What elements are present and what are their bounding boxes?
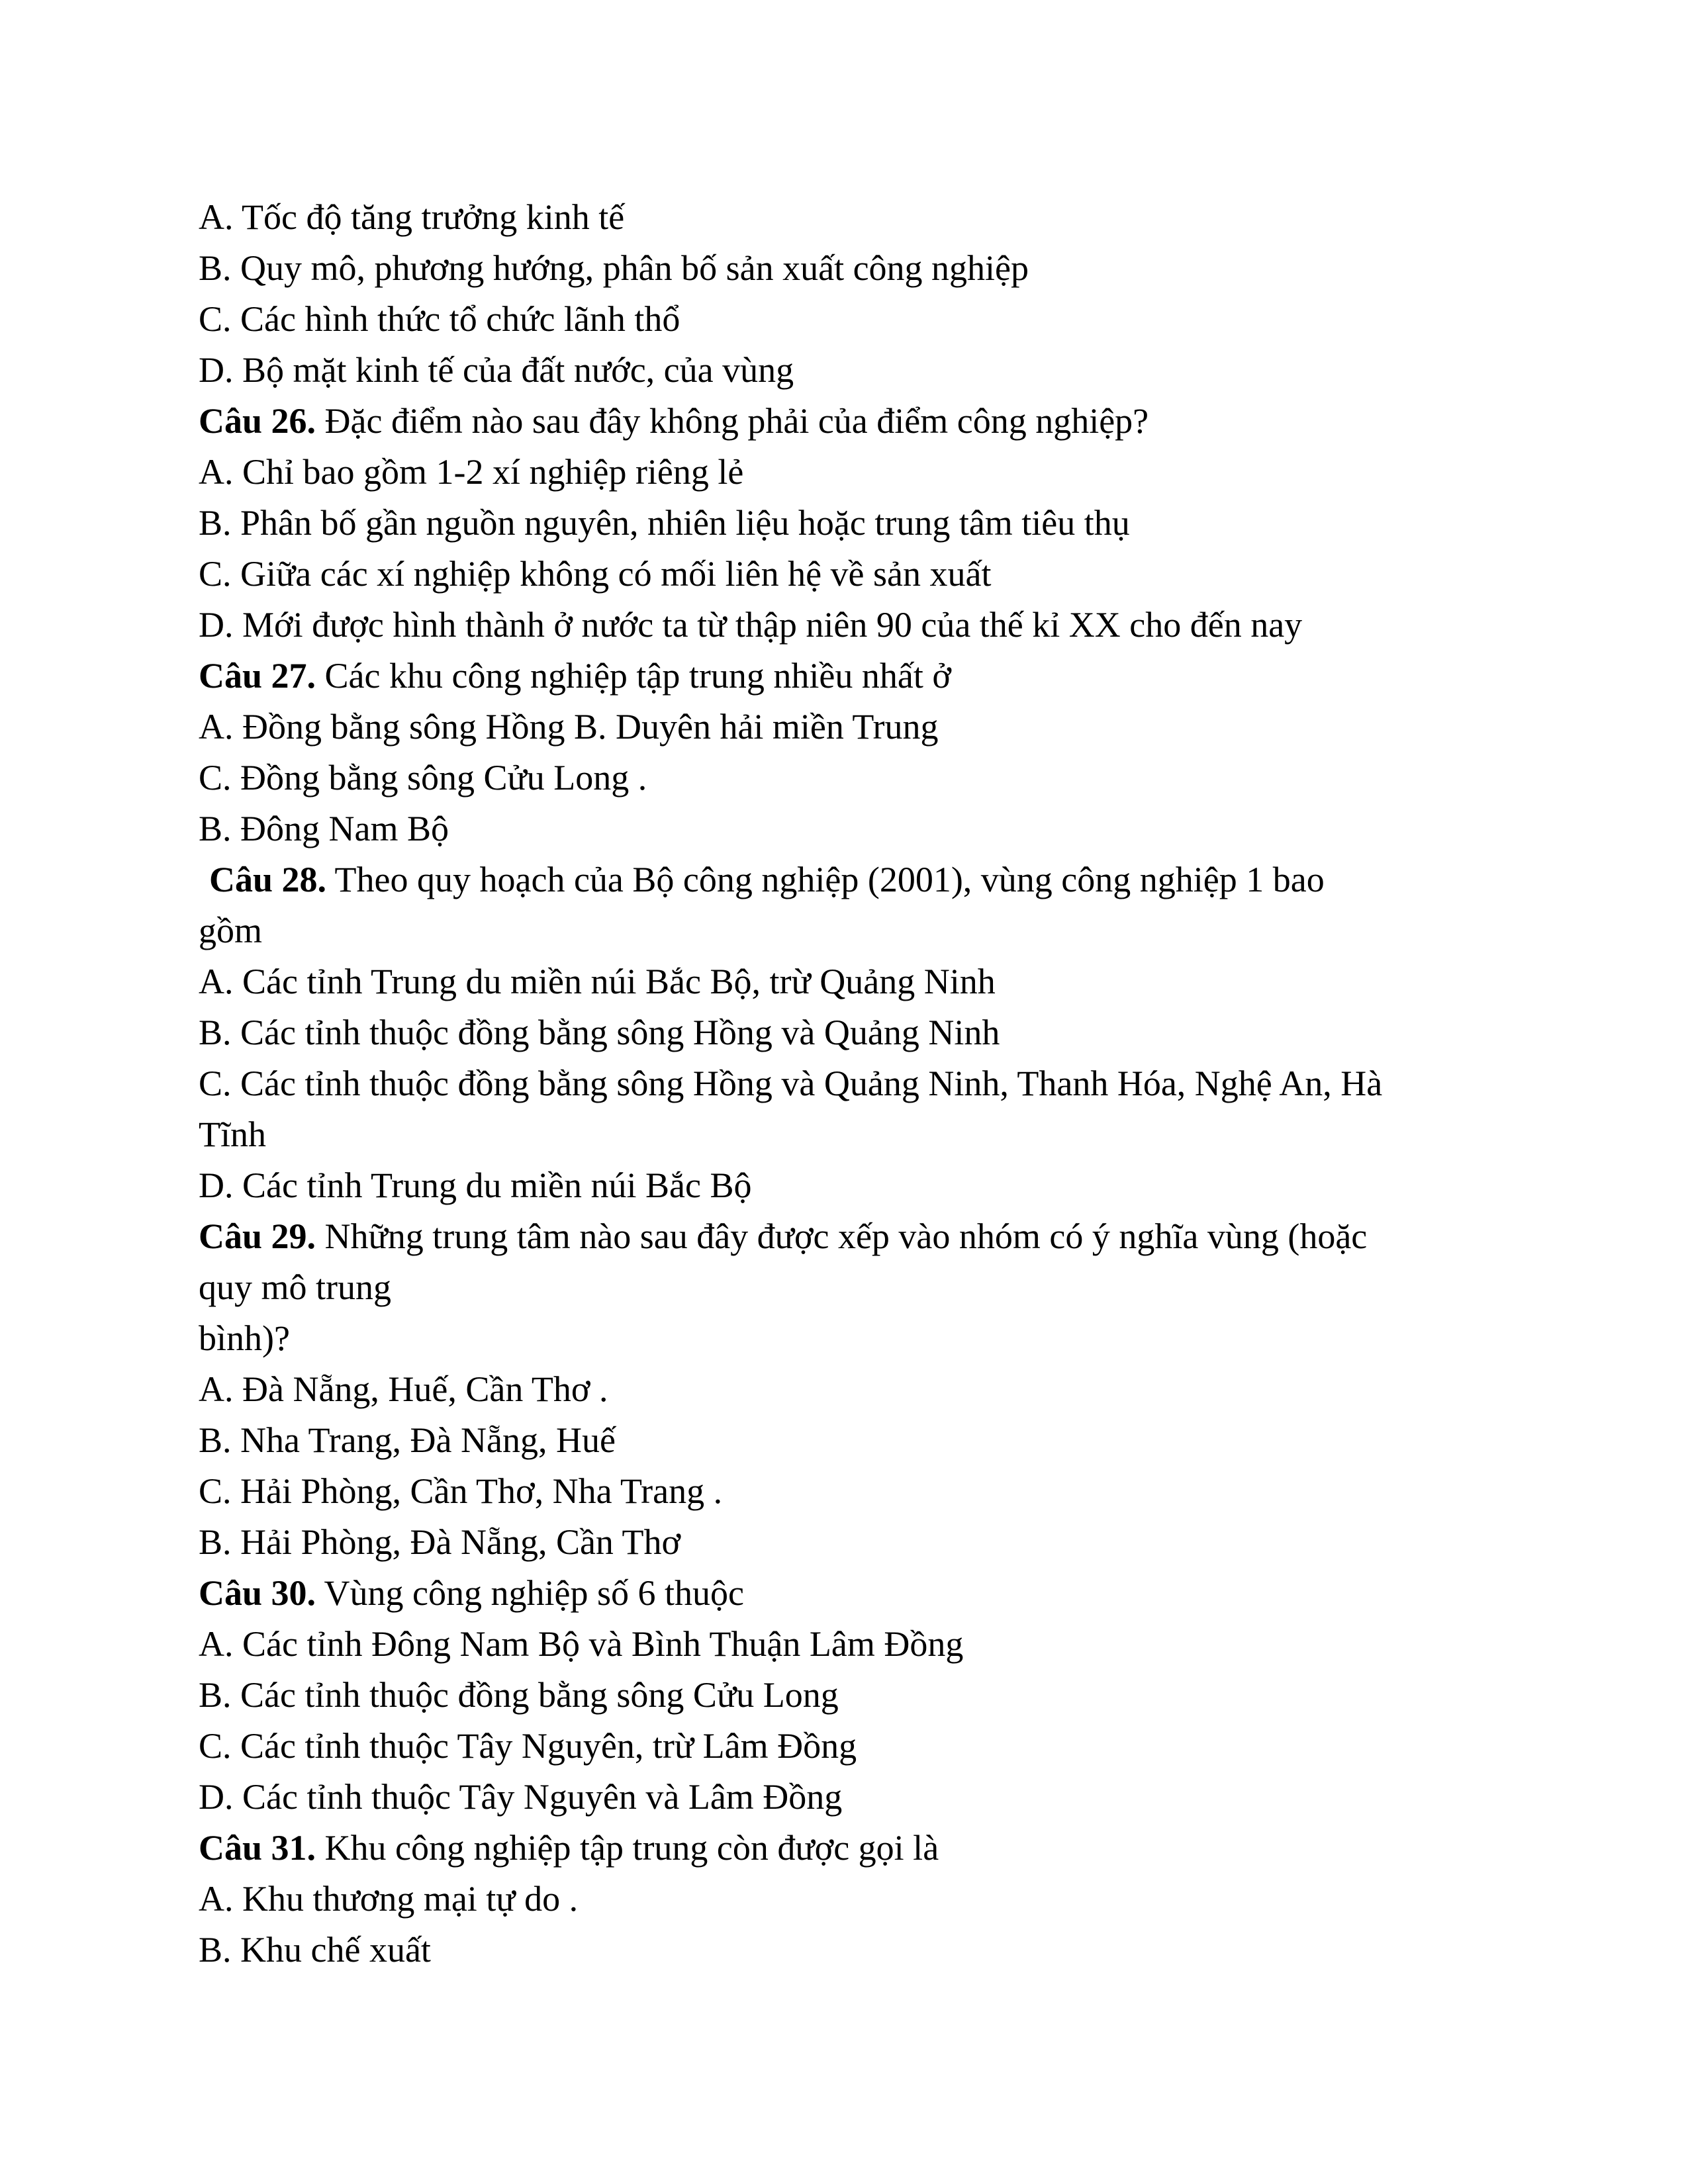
question-text: Vùng công nghiệp số 6 thuộc bbox=[316, 1573, 744, 1613]
answer-option: D. Các tỉnh thuộc Tây Nguyên và Lâm Đồng bbox=[199, 1777, 843, 1817]
question-text: Khu công nghiệp tập trung còn được gọi là bbox=[316, 1828, 939, 1868]
question-number: Câu 31. bbox=[199, 1828, 316, 1868]
answer-option: A. Đồng bằng sông Hồng B. Duyên hải miền Trung bbox=[199, 707, 939, 747]
question-line bbox=[199, 651, 1509, 702]
answer-option: A. Các tỉnh Trung du miền núi Bắc Bộ, trừ Quảng Ninh bbox=[199, 962, 996, 1001]
answer-option: bình)? bbox=[199, 1318, 290, 1358]
answer-option: C. Các tỉnh thuộc Tây Nguyên, trừ Lâm Đồng bbox=[199, 1726, 857, 1766]
question-number: Câu 26. bbox=[199, 401, 316, 441]
answer-option: C. Các hình thức tổ chức lãnh thổ bbox=[199, 299, 680, 339]
answer-option: C. Các tỉnh thuộc đồng bằng sông Hồng và Quảng Ninh, Thanh Hóa, Nghệ An, Hà bbox=[199, 1064, 1383, 1103]
answer-option: D. Mới được hình thành ở nước ta từ thập niên 90 của thế kỉ XX cho đến nay bbox=[199, 605, 1303, 645]
answer-option: B. Khu chế xuất bbox=[199, 1930, 431, 1970]
answer-option: C. Đồng bằng sông Cửu Long . bbox=[199, 758, 647, 797]
answer-option: B. Quy mô, phương hướng, phân bố sản xuất công nghiệp bbox=[199, 248, 1029, 288]
question-line bbox=[199, 396, 1509, 447]
question-line bbox=[199, 1211, 1509, 1262]
question-line bbox=[199, 1823, 1509, 1874]
question-text: Các khu công nghiệp tập trung nhiều nhất ở bbox=[316, 656, 951, 696]
answer-option: B. Các tỉnh thuộc đồng bằng sông Cửu Long bbox=[199, 1675, 839, 1715]
answer-option: C. Hải Phòng, Cần Thơ, Nha Trang . bbox=[199, 1471, 723, 1511]
answer-option: A. Khu thương mại tự do . bbox=[199, 1879, 579, 1919]
answer-option: A. Tốc độ tăng trưởng kinh tế bbox=[199, 197, 625, 237]
answer-option: A. Các tỉnh Đông Nam Bộ và Bình Thuận Lâm Đồng bbox=[199, 1624, 964, 1664]
answer-option: D. Bộ mặt kinh tế của đất nước, của vùng bbox=[199, 350, 794, 390]
question-number: Câu 28. bbox=[209, 860, 327, 899]
question-line bbox=[199, 1568, 1509, 1619]
question-line bbox=[199, 854, 1509, 905]
answer-option: B. Đông Nam Bộ bbox=[199, 809, 449, 848]
question-text: Những trung tâm nào sau đây được xếp vào nhóm có ý nghĩa vùng (hoặc bbox=[316, 1216, 1368, 1256]
question-number: Câu 30. bbox=[199, 1573, 316, 1613]
answer-option: B. Nha Trang, Đà Nẵng, Huế bbox=[199, 1420, 616, 1460]
answer-option: B. Phân bố gần nguồn nguyên, nhiên liệu hoặc trung tâm tiêu thụ bbox=[199, 503, 1130, 543]
answer-option: Tĩnh bbox=[199, 1115, 266, 1154]
question-text: Theo quy hoạch của Bộ công nghiệp (2001), vùng công nghiệp 1 bao bbox=[326, 860, 1325, 899]
answer-option: A. Đà Nẵng, Huế, Cần Thơ . bbox=[199, 1369, 608, 1409]
question-number: Câu 27. bbox=[199, 656, 316, 696]
question-text: Đặc điểm nào sau đây không phải của điểm công nghiệp? bbox=[316, 401, 1149, 441]
answer-option: B. Hải Phòng, Đà Nẵng, Cần Thơ bbox=[199, 1522, 680, 1562]
answer-option: quy mô trung bbox=[199, 1267, 391, 1307]
answer-option: B. Các tỉnh thuộc đồng bằng sông Hồng và Quảng Ninh bbox=[199, 1013, 1000, 1052]
answer-option: C. Giữa các xí nghiệp không có mối liên hệ về sản xuất bbox=[199, 554, 992, 594]
document-page bbox=[199, 192, 1509, 1976]
answer-option: A. Chỉ bao gồm 1-2 xí nghiệp riêng lẻ bbox=[199, 452, 744, 492]
answer-option: D. Các tỉnh Trung du miền núi Bắc Bộ bbox=[199, 1165, 752, 1205]
question-number: Câu 29. bbox=[199, 1216, 316, 1256]
answer-option: gồm bbox=[199, 911, 263, 950]
